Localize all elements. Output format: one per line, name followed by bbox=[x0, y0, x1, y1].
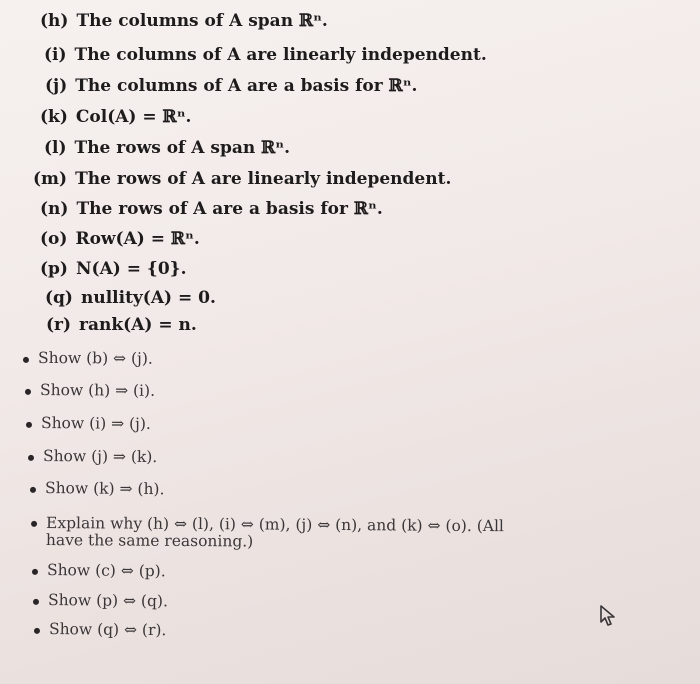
bullet-dot-icon bbox=[32, 569, 38, 575]
task-bullet bbox=[49, 620, 167, 640]
condition-text: The rows of A span ℝⁿ. bbox=[74, 138, 291, 158]
condition-label: (i) bbox=[44, 45, 67, 65]
condition-item bbox=[40, 107, 191, 127]
condition-label: (m) bbox=[33, 169, 68, 189]
task-bullet bbox=[47, 561, 166, 581]
task-text: Show (k) ⇒ (h). bbox=[44, 479, 165, 499]
condition-label: (h) bbox=[40, 11, 69, 31]
condition-item bbox=[40, 259, 187, 279]
condition-label: (k) bbox=[40, 107, 68, 127]
task-bullet bbox=[46, 515, 504, 552]
task-text: Show (i) ⇒ (j). bbox=[40, 414, 151, 433]
condition-item bbox=[44, 138, 290, 158]
task-text: Show (p) ⇔ (q). bbox=[47, 591, 169, 611]
task-bullet bbox=[40, 381, 155, 401]
task-text: Explain why (h) ⇔ (l), (i) ⇔ (m), (j) ⇔ (n), and (k) ⇔ (o). (All bbox=[46, 514, 504, 536]
condition-text: nullity(A) = 0. bbox=[80, 288, 216, 308]
task-bullet bbox=[41, 414, 151, 434]
task-text: Show (q) ⇔ (r). bbox=[48, 620, 167, 640]
condition-item bbox=[40, 199, 383, 219]
condition-text: The columns of A are a basis for ℝⁿ. bbox=[75, 76, 418, 96]
condition-label: (p) bbox=[40, 259, 68, 279]
condition-item bbox=[45, 76, 417, 96]
bullet-dot-icon bbox=[25, 389, 31, 395]
bullet-dot-icon bbox=[33, 599, 39, 605]
condition-label: (o) bbox=[40, 229, 68, 249]
condition-text: The columns of A span ℝⁿ. bbox=[76, 11, 328, 31]
condition-label: (j) bbox=[45, 76, 68, 96]
condition-item bbox=[40, 11, 328, 31]
task-text: Show (b) ⇔ (j). bbox=[37, 349, 153, 368]
task-bullet bbox=[45, 479, 165, 499]
bullet-dot-icon bbox=[26, 422, 32, 428]
condition-text: rank(A) = n. bbox=[79, 315, 197, 335]
condition-item bbox=[46, 315, 197, 335]
condition-label: (r) bbox=[46, 315, 72, 335]
condition-text: N(A) = {0}. bbox=[75, 259, 187, 279]
bullet-dot-icon bbox=[30, 487, 36, 493]
condition-label: (n) bbox=[40, 199, 69, 219]
bullet-dot-icon bbox=[23, 357, 29, 363]
task-text: Show (j) ⇒ (k). bbox=[42, 447, 158, 466]
condition-label: (q) bbox=[45, 288, 73, 308]
task-text-continued: have the same reasoning.) bbox=[45, 531, 254, 551]
condition-item bbox=[40, 229, 200, 249]
condition-item bbox=[44, 45, 487, 65]
bullet-dot-icon bbox=[28, 455, 34, 461]
task-bullet bbox=[38, 349, 153, 369]
condition-label: (l) bbox=[44, 138, 67, 158]
task-text: Show (c) ⇔ (p). bbox=[46, 561, 166, 581]
task-bullet bbox=[48, 591, 168, 611]
condition-text: Row(A) = ℝⁿ. bbox=[75, 229, 200, 249]
condition-item bbox=[33, 169, 451, 189]
condition-item bbox=[45, 288, 216, 308]
condition-text: The columns of A are linearly independent. bbox=[74, 45, 487, 65]
condition-text: Col(A) = ℝⁿ. bbox=[75, 107, 192, 127]
condition-text: The rows of A are a basis for ℝⁿ. bbox=[76, 199, 383, 219]
mouse-pointer-icon bbox=[598, 604, 620, 632]
task-text: Show (h) ⇒ (i). bbox=[39, 381, 156, 400]
bullet-dot-icon bbox=[31, 521, 37, 527]
bullet-dot-icon bbox=[34, 628, 40, 634]
condition-text: The rows of A are linearly independent. bbox=[75, 169, 452, 189]
task-bullet bbox=[43, 447, 157, 467]
